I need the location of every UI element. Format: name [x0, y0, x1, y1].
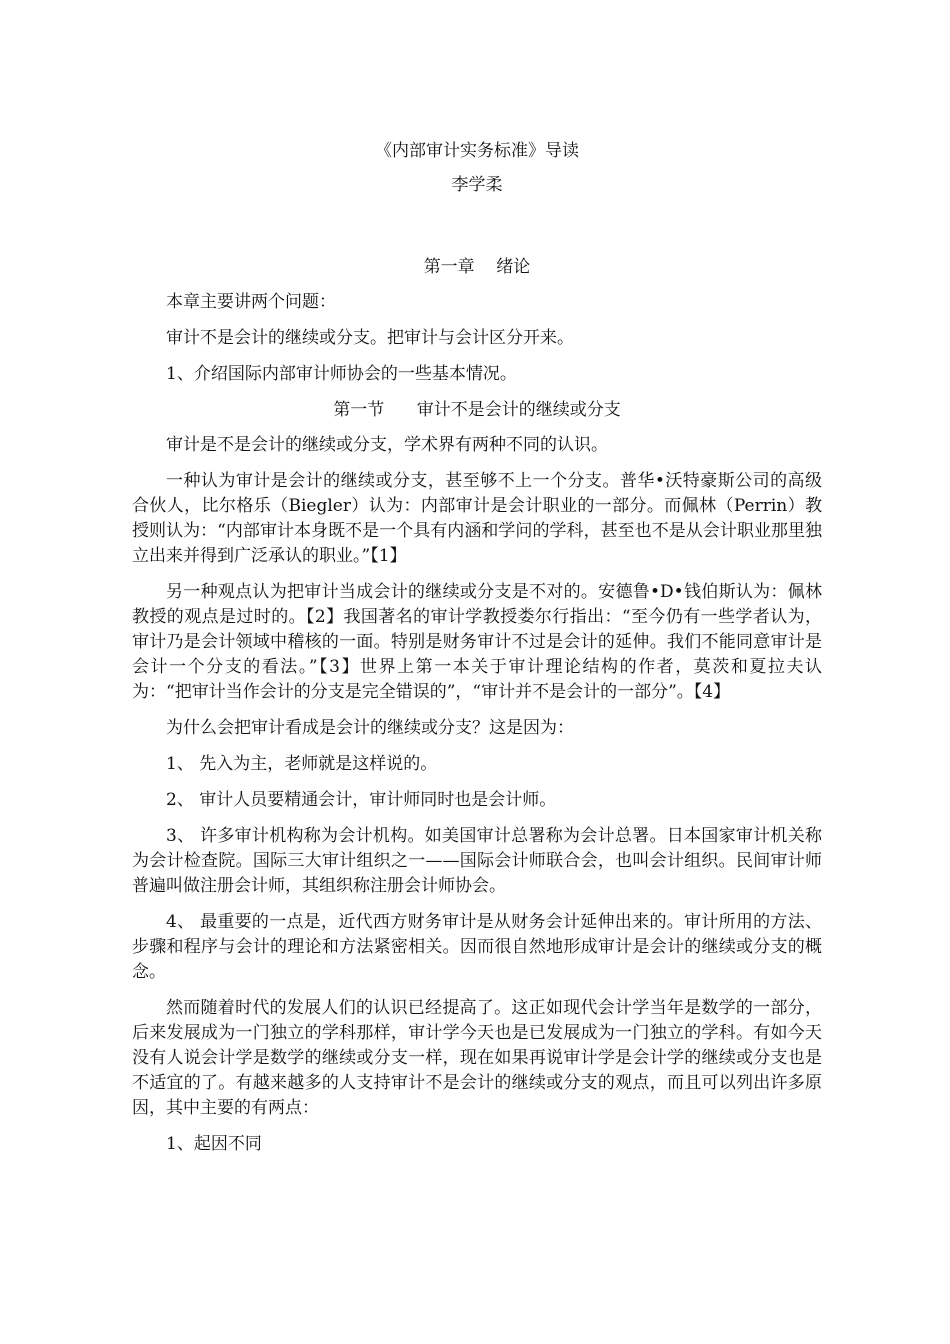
list-item: 4、 最重要的一点是，近代西方财务审计是从财务会计延伸出来的。审计所用的方法、步骤和程序与会计的理论和方法紧密相关。因而很自然地形成审计是会计的继续或分支的概念。 [132, 912, 822, 982]
body-paragraph: 审计是不是会计的继续或分支，学术界有两种不同的认识。 [166, 435, 608, 455]
intro-paragraph: 审计不是会计的继续或分支。把审计与会计区分开来。 [166, 328, 574, 348]
list-item: 2、 审计人员要精通会计，审计师同时也是会计师。 [166, 790, 557, 810]
document-title: 《内部审计实务标准》导读 [375, 141, 579, 161]
list-item: 1、起因不同 [166, 1134, 262, 1154]
intro-paragraph: 本章主要讲两个问题： [166, 292, 336, 312]
document-body [132, 136, 822, 1157]
body-paragraph: 一种认为审计是会计的继续或分支，甚至够不上一个分支。普华•沃特豪斯公司的高级合伙人，比尔格乐（Biegler）认为：内部审计是会计职业的一部分。而佩林（Perrin）教授则认为：“内部审计本身既不是一个具有内涵和学问的学科，甚至也不是从会计职业那里独立出来并得到广泛承认的职业。”【1】 [132, 471, 822, 566]
intro-paragraph: 1、介绍国际内部审计师协会的一些基本情况。 [166, 364, 517, 384]
body-paragraph: 然而随着时代的发展人们的认识已经提高了。这正如现代会计学当年是数学的一部分，后来发展成为一门独立的学科那样，审计学今天也是已发展成为一门独立的学科。有如今天没有人说会计学是数学的继续或分支一样，现在如果再说审计学是会计学的继续或分支也是不适宜的了。有越来越多的人支持审计不是会计的继续或分支的观点，而且可以列出许多原因，其中主要的有两点： [132, 998, 822, 1118]
document-author: 李学柔 [451, 175, 503, 195]
body-paragraph: 为什么会把审计看成是会计的继续或分支？这是因为： [166, 718, 574, 738]
body-paragraph: 另一种观点认为把审计当成会计的继续或分支是不对的。安德鲁•D•钱伯斯认为：佩林教授的观点是过时的。【2】我国著名的审计学教授娄尔行指出：“至今仍有一些学者认为，审计乃是会计领域中稽核的一面。特别是财务审计不过是会计的延伸。我们不能同意审计是会计一个分支的看法。”【3】世界上第一本关于审计理论结构的作者，莫茨和夏拉夫认为：“把审计当作会计的分支是完全错误的”，“审计并不是会计的一部分”。【4】 [132, 582, 822, 702]
chapter-heading: 第一章 绪论 [423, 257, 531, 277]
section-heading: 第一节 审计不是会计的继续或分支 [333, 400, 621, 420]
list-item: 1、 先入为主，老师就是这样说的。 [166, 754, 438, 774]
list-item: 3、 许多审计机构称为会计机构。如美国审计总署称为会计总署。日本国家审计机关称为会计检查院。国际三大审计组织之一——国际会计师联合会，也叫会计组织。民间审计师普遍叫做注册会计师，其组织称注册会计师协会。 [132, 826, 822, 896]
